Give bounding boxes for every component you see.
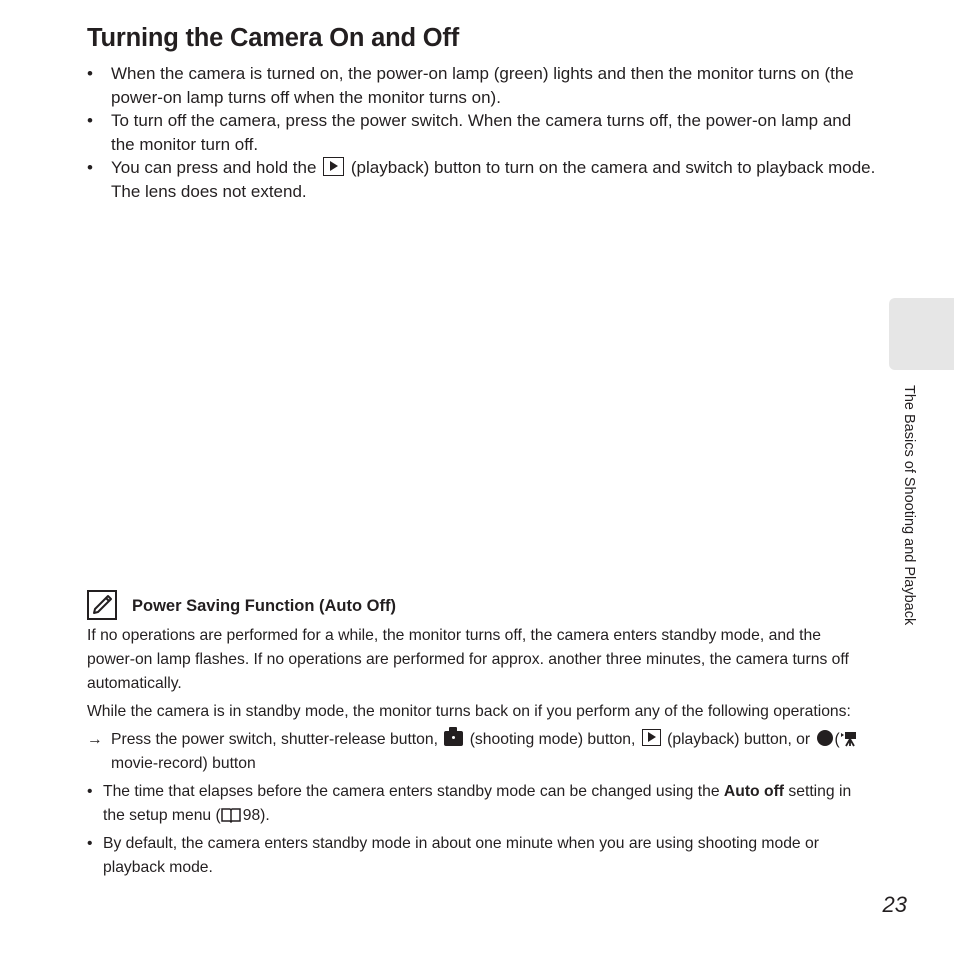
- bullet-dot: •: [87, 64, 93, 83]
- bullet-text: To turn off the camera, press the power switch. When the camera turns off, the power-on lamp and the monitor turn off.: [111, 111, 852, 154]
- bullet-dot: •: [87, 783, 93, 800]
- auto-off-setting-label: Auto off: [723, 783, 785, 800]
- note-paragraph: While the camera is in standby mode, the monitor turns back on if you perform any of the following operations:: [87, 703, 851, 720]
- intro-bullet-list: [87, 62, 877, 203]
- record-dot-icon: [817, 730, 833, 746]
- operations-text-1: Press the power switch, shutter-release button,: [111, 731, 438, 748]
- playback-icon: [323, 157, 344, 176]
- note-body: [87, 624, 872, 884]
- bullet-text-after: (playback) button to turn on the camera and switch to playback mode. The lens does not extend.: [111, 158, 876, 201]
- bullet-dot: •: [87, 158, 93, 177]
- note-header: [87, 590, 877, 624]
- operations-text-4: (: [834, 731, 840, 748]
- operations-list-item: [87, 728, 872, 776]
- operations-text-5: movie-record) button: [111, 755, 256, 772]
- bullet-item: [87, 156, 877, 203]
- note-bullet-item: [87, 780, 872, 828]
- bullet-text: When the camera is turned on, the power-on lamp (green) lights and then the monitor turns on (the power-on lamp turns off when the monitor turns on).: [111, 64, 854, 107]
- operations-text-3: (playback) button, or: [667, 731, 811, 748]
- page-title: Turning the Camera On and Off: [87, 24, 459, 52]
- bullet-item: [87, 109, 877, 156]
- chapter-side-label: The Basics of Shooting and Playback: [901, 385, 917, 626]
- arrow-icon: →: [87, 731, 103, 748]
- movie-camera-icon: [840, 731, 857, 747]
- note-bullet-text: setting in the setup menu (: [103, 783, 852, 824]
- note-paragraph: If no operations are performed for a while, the monitor turns off, the camera enters standby mode, and the power-on lamp flashes. If no operations are performed for approx. another three minutes, the camera turns off automatically.: [87, 627, 849, 692]
- note-bullet-text: By default, the camera enters standby mode in about one minute when you are using shooting mode or playback mode.: [103, 835, 819, 876]
- bullet-item: [87, 62, 877, 109]
- note-bullet-item: [87, 832, 872, 880]
- page-reference: 98).: [242, 807, 270, 824]
- camera-icon: [444, 731, 463, 746]
- playback-icon: [642, 729, 661, 746]
- bullet-dot: •: [87, 835, 93, 852]
- note-pencil-icon: [87, 590, 117, 620]
- chapter-tab: [889, 298, 954, 370]
- bullet-dot: •: [87, 111, 93, 130]
- book-reference-icon: [221, 807, 241, 823]
- bullet-text-before: You can press and hold the: [111, 158, 317, 177]
- operations-text-2: (shooting mode) button,: [469, 731, 636, 748]
- note-bullet-text: The time that elapses before the camera enters standby mode can be changed using the: [103, 783, 720, 800]
- note-title: Power Saving Function (Auto Off): [132, 597, 396, 615]
- page-number: 23: [882, 892, 907, 917]
